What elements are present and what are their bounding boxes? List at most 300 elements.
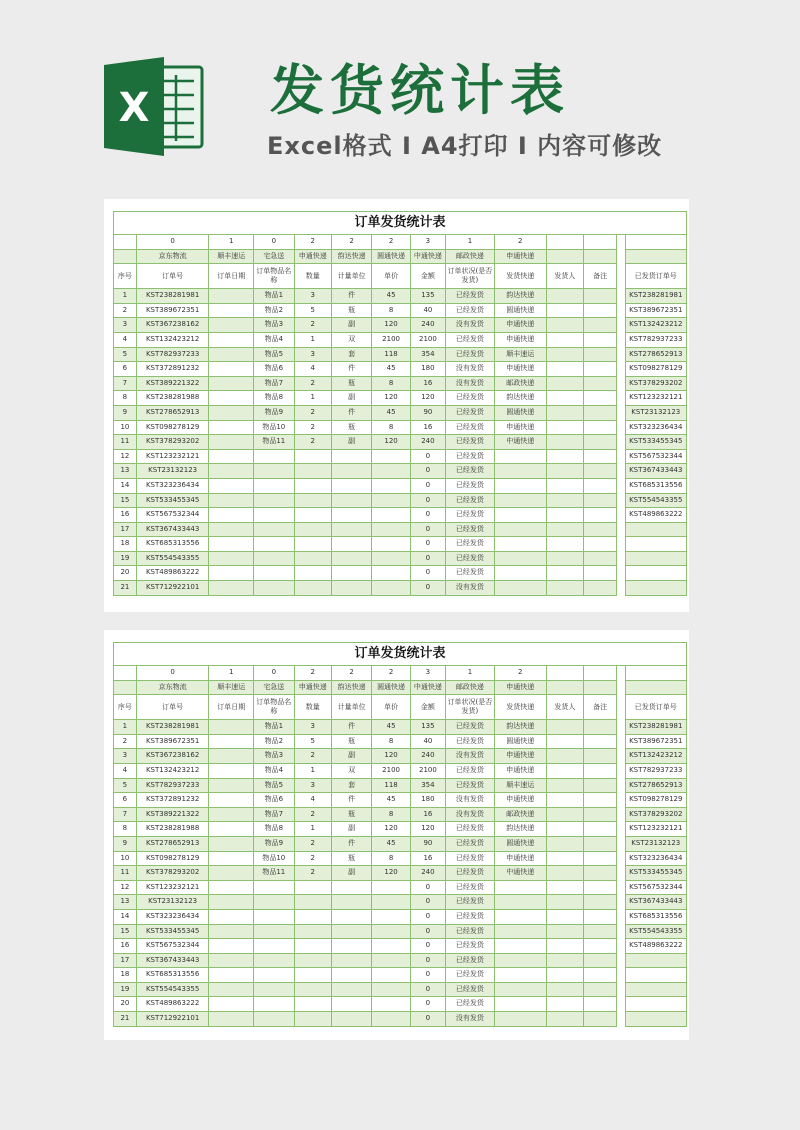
table-cell: KST389221322 <box>136 376 209 391</box>
carrier-count-cell: 2 <box>494 235 546 250</box>
table-cell <box>254 478 294 493</box>
cell <box>546 666 583 681</box>
table-cell <box>625 997 686 1012</box>
table-cell: 件 <box>331 405 371 420</box>
table-cell <box>254 581 294 596</box>
cell <box>617 464 625 479</box>
table-cell: 件 <box>331 720 371 735</box>
table-cell <box>546 734 583 749</box>
table-cell: 17 <box>114 953 137 968</box>
cell <box>546 249 583 264</box>
table-cell: 瓶 <box>331 807 371 822</box>
table-cell: KST23132123 <box>136 895 209 910</box>
table-row <box>114 968 687 983</box>
table-cell: KST378293202 <box>625 376 686 391</box>
table-cell: 申通快递 <box>494 851 546 866</box>
table-cell: KST533455345 <box>625 866 686 881</box>
table-cell: 物品9 <box>254 405 294 420</box>
table-cell: 副 <box>331 435 371 450</box>
table-cell: 40 <box>410 303 445 318</box>
table-cell <box>494 581 546 596</box>
carrier-name-cell: 宅急送 <box>254 249 294 264</box>
table-cell <box>494 953 546 968</box>
table-cell: 6 <box>114 362 137 377</box>
table-cell <box>372 924 410 939</box>
table-cell <box>494 537 546 552</box>
table-row <box>114 807 687 822</box>
table-cell: 240 <box>410 866 445 881</box>
table-cell: 0 <box>410 449 445 464</box>
cell <box>617 666 625 681</box>
table-cell <box>331 478 371 493</box>
table-cell: 2 <box>294 405 331 420</box>
table-cell: 没有发货 <box>446 376 495 391</box>
table-cell <box>494 522 546 537</box>
table-row <box>114 566 687 581</box>
table-cell: 已经发货 <box>446 551 495 566</box>
table-cell <box>254 493 294 508</box>
table-cell: 11 <box>114 435 137 450</box>
column-header: 订单状况(是否发货) <box>446 264 495 289</box>
cell <box>617 289 625 304</box>
table-cell: KST489863222 <box>625 939 686 954</box>
table-cell: KST367433443 <box>136 522 209 537</box>
table-cell: 0 <box>410 953 445 968</box>
table-cell: 45 <box>372 836 410 851</box>
table-cell: 12 <box>114 449 137 464</box>
cell <box>617 249 625 264</box>
table-cell <box>294 551 331 566</box>
table-cell: 19 <box>114 982 137 997</box>
table-cell <box>494 924 546 939</box>
table-cell: 韵达快递 <box>494 822 546 837</box>
cell <box>617 264 625 289</box>
table-cell: 已经发货 <box>446 997 495 1012</box>
table-cell <box>331 909 371 924</box>
cell <box>617 880 625 895</box>
column-header: 序号 <box>114 695 137 720</box>
cell <box>617 953 625 968</box>
table-cell: 物品5 <box>254 778 294 793</box>
table-cell: 0 <box>410 522 445 537</box>
table-cell: KST685313556 <box>625 909 686 924</box>
table-row <box>114 880 687 895</box>
table-cell <box>584 347 617 362</box>
table-cell: 申通快递 <box>494 793 546 808</box>
table-cell <box>546 508 583 523</box>
cell <box>625 249 686 264</box>
cell <box>617 734 625 749</box>
column-header: 发货人 <box>546 264 583 289</box>
column-header: 备注 <box>584 264 617 289</box>
table-cell <box>584 953 617 968</box>
table-cell <box>294 909 331 924</box>
table-cell: 4 <box>294 793 331 808</box>
table-cell: 120 <box>372 866 410 881</box>
table-cell: KST782937233 <box>136 778 209 793</box>
table-cell: 瓶 <box>331 303 371 318</box>
table-row <box>114 522 687 537</box>
table-cell: 19 <box>114 551 137 566</box>
cell <box>617 508 625 523</box>
table-cell <box>584 318 617 333</box>
table-cell <box>372 939 410 954</box>
table-cell: 16 <box>410 851 445 866</box>
table-cell <box>546 405 583 420</box>
table-cell <box>331 508 371 523</box>
table-cell: 物品2 <box>254 303 294 318</box>
table-cell <box>584 720 617 735</box>
table-cell <box>625 522 686 537</box>
table-cell: KST238281988 <box>136 391 209 406</box>
table-cell: 0 <box>410 478 445 493</box>
table-cell: 副 <box>331 866 371 881</box>
table-cell <box>494 508 546 523</box>
table-cell <box>294 982 331 997</box>
table-cell: 240 <box>410 749 445 764</box>
column-header: 计量单位 <box>331 264 371 289</box>
table-cell <box>294 464 331 479</box>
cell <box>617 924 625 939</box>
table-cell: 8 <box>114 391 137 406</box>
table-cell <box>584 581 617 596</box>
table-cell <box>546 449 583 464</box>
table-cell <box>209 851 254 866</box>
cell <box>617 581 625 596</box>
table-cell: 物品1 <box>254 289 294 304</box>
carrier-name-cell: 韵达快递 <box>331 680 371 695</box>
table-cell: 120 <box>372 435 410 450</box>
table-cell <box>209 778 254 793</box>
column-header: 数量 <box>294 695 331 720</box>
table-cell: 已经发货 <box>446 953 495 968</box>
table-cell: 已经发货 <box>446 866 495 881</box>
carrier-count-cell: 2 <box>294 235 331 250</box>
table-cell <box>625 953 686 968</box>
table-cell <box>209 720 254 735</box>
table-cell <box>372 508 410 523</box>
table-cell <box>294 968 331 983</box>
table-cell <box>584 763 617 778</box>
table-cell: KST132423212 <box>136 763 209 778</box>
table-cell <box>209 968 254 983</box>
cell <box>584 235 617 250</box>
table-cell: KST132423212 <box>625 749 686 764</box>
table-row <box>114 391 687 406</box>
table-cell <box>254 939 294 954</box>
cell <box>617 435 625 450</box>
table-cell: 韵达快递 <box>494 391 546 406</box>
table-cell <box>584 566 617 581</box>
table-cell <box>372 895 410 910</box>
table-cell: 120 <box>372 391 410 406</box>
table-row <box>114 551 687 566</box>
table-cell: 顺丰速运 <box>494 778 546 793</box>
table-cell <box>331 464 371 479</box>
table-cell <box>331 895 371 910</box>
table-cell <box>209 420 254 435</box>
table-cell: 90 <box>410 405 445 420</box>
cell <box>617 551 625 566</box>
order-shipping-table <box>113 211 687 596</box>
table-cell <box>494 997 546 1012</box>
table-cell: KST123232121 <box>136 449 209 464</box>
column-header: 发货快递 <box>494 264 546 289</box>
table-cell <box>584 420 617 435</box>
cell <box>584 666 617 681</box>
table-cell: 14 <box>114 909 137 924</box>
table-cell: KST533455345 <box>136 493 209 508</box>
carrier-count-cell: 0 <box>254 235 294 250</box>
table-cell <box>494 880 546 895</box>
table-cell: KST238281981 <box>625 289 686 304</box>
table-cell: 双 <box>331 332 371 347</box>
table-cell <box>584 464 617 479</box>
logo-letter: X <box>118 85 150 131</box>
table-cell <box>584 362 617 377</box>
table-cell: 已经发货 <box>446 778 495 793</box>
table-cell: 7 <box>114 807 137 822</box>
table-cell: 2 <box>294 420 331 435</box>
table-cell: 物品7 <box>254 807 294 822</box>
table-cell: 3 <box>294 289 331 304</box>
cell <box>617 405 625 420</box>
table-cell <box>372 968 410 983</box>
table-cell <box>209 836 254 851</box>
table-cell <box>372 997 410 1012</box>
table-cell: 韵达快递 <box>494 289 546 304</box>
table-cell <box>331 449 371 464</box>
table-cell <box>331 522 371 537</box>
cell <box>625 666 686 681</box>
table-cell <box>209 449 254 464</box>
table-cell: 0 <box>410 880 445 895</box>
table-cell: 圆通快递 <box>494 836 546 851</box>
page-subtitle: Excel格式 Ⅰ A4打印 Ⅰ 内容可修改 <box>267 132 663 160</box>
table-cell <box>494 895 546 910</box>
table-cell <box>294 581 331 596</box>
table-cell: 21 <box>114 581 137 596</box>
table-cell <box>254 982 294 997</box>
table-cell: 5 <box>294 303 331 318</box>
table-row <box>114 362 687 377</box>
table-cell: 3 <box>294 347 331 362</box>
table-row <box>114 851 687 866</box>
table-cell: KST238281981 <box>136 720 209 735</box>
table-cell <box>625 968 686 983</box>
table-cell: 物品3 <box>254 749 294 764</box>
table-cell <box>331 997 371 1012</box>
cell <box>625 680 686 695</box>
column-header: 订单物品名称 <box>254 264 294 289</box>
table-cell: 15 <box>114 493 137 508</box>
carrier-count-cell: 1 <box>209 666 254 681</box>
carrier-name-cell: 申通快递 <box>494 249 546 264</box>
table-cell: KST489863222 <box>136 566 209 581</box>
table-cell: 物品11 <box>254 435 294 450</box>
table-cell: 没有发货 <box>446 1012 495 1027</box>
table-cell <box>584 836 617 851</box>
table-cell <box>331 924 371 939</box>
column-header: 订单号 <box>136 695 209 720</box>
table-cell <box>254 968 294 983</box>
table-cell <box>254 522 294 537</box>
cell <box>617 968 625 983</box>
table-cell <box>494 909 546 924</box>
carrier-count-cell: 2 <box>372 666 410 681</box>
table-cell: 物品1 <box>254 720 294 735</box>
table-cell <box>372 464 410 479</box>
table-cell: 20 <box>114 997 137 1012</box>
column-header: 订单状况(是否发货) <box>446 695 495 720</box>
table-cell <box>494 566 546 581</box>
table-cell: KST238281981 <box>136 289 209 304</box>
table-cell: 2 <box>294 836 331 851</box>
table-cell: KST685313556 <box>625 478 686 493</box>
table-cell: 8 <box>372 807 410 822</box>
table-row <box>114 778 687 793</box>
cell <box>617 420 625 435</box>
table-cell: 2100 <box>372 332 410 347</box>
table-cell: KST367433443 <box>625 895 686 910</box>
table-cell <box>209 807 254 822</box>
table-cell: 已经发货 <box>446 332 495 347</box>
table-cell <box>546 332 583 347</box>
table-cell: 邮政快递 <box>494 807 546 822</box>
table-cell: 2 <box>294 318 331 333</box>
table-cell: KST278652913 <box>136 836 209 851</box>
column-header: 数量 <box>294 264 331 289</box>
table-cell <box>209 478 254 493</box>
table-cell <box>209 763 254 778</box>
table-cell: 2100 <box>410 332 445 347</box>
table-cell <box>372 581 410 596</box>
cell <box>617 793 625 808</box>
table-cell <box>546 982 583 997</box>
cell <box>617 680 625 695</box>
table-cell: KST123232121 <box>625 822 686 837</box>
table-cell <box>584 493 617 508</box>
table-cell: 已经发货 <box>446 982 495 997</box>
carrier-count-cell: 1 <box>209 235 254 250</box>
table-cell: 已经发货 <box>446 347 495 362</box>
table-cell: 瓶 <box>331 376 371 391</box>
table-row <box>114 997 687 1012</box>
table-cell: 已经发货 <box>446 763 495 778</box>
table-cell <box>294 508 331 523</box>
table-row <box>114 939 687 954</box>
column-header: 金额 <box>410 695 445 720</box>
table-cell: 45 <box>372 793 410 808</box>
table-cell <box>294 493 331 508</box>
table-cell: 没有发货 <box>446 318 495 333</box>
cell <box>617 478 625 493</box>
table-cell <box>546 909 583 924</box>
cell <box>617 449 625 464</box>
table-cell <box>546 420 583 435</box>
table-cell: 118 <box>372 778 410 793</box>
table-cell: 120 <box>410 391 445 406</box>
table-cell: KST367238162 <box>136 318 209 333</box>
table-cell <box>546 464 583 479</box>
table-cell: 物品5 <box>254 347 294 362</box>
table-cell: 物品10 <box>254 420 294 435</box>
table-cell <box>584 880 617 895</box>
table-cell: 5 <box>114 778 137 793</box>
table-cell <box>331 537 371 552</box>
table-cell: KST238281988 <box>136 822 209 837</box>
carrier-count-cell: 1 <box>446 666 495 681</box>
table-cell: KST23132123 <box>136 464 209 479</box>
table-row <box>114 376 687 391</box>
table-cell: 已经发货 <box>446 909 495 924</box>
carrier-name-cell: 邮政快递 <box>446 249 495 264</box>
table-row <box>114 822 687 837</box>
table-cell: 4 <box>114 332 137 347</box>
carrier-count-cell: 3 <box>410 666 445 681</box>
table-cell: 已经发货 <box>446 537 495 552</box>
table-cell <box>584 522 617 537</box>
table-cell <box>584 968 617 983</box>
table-cell: 件 <box>331 289 371 304</box>
table-cell: KST712922101 <box>136 1012 209 1027</box>
table-cell: KST123232121 <box>625 391 686 406</box>
table-cell: 120 <box>372 822 410 837</box>
table-cell: 韵达快递 <box>494 720 546 735</box>
table-cell: 8 <box>372 851 410 866</box>
table-cell <box>494 478 546 493</box>
column-header: 订单日期 <box>209 264 254 289</box>
table-cell: KST132423212 <box>136 332 209 347</box>
table-cell <box>584 734 617 749</box>
table-cell: 已经发货 <box>446 391 495 406</box>
table-cell: 邮政快递 <box>494 376 546 391</box>
table-cell <box>625 1012 686 1027</box>
cell <box>617 347 625 362</box>
table-cell <box>584 909 617 924</box>
table-cell: 18 <box>114 537 137 552</box>
sheet-page-1 <box>104 199 689 612</box>
carrier-count-cell: 3 <box>410 235 445 250</box>
table-cell: 16 <box>410 807 445 822</box>
table-cell: 18 <box>114 968 137 983</box>
order-shipping-table <box>113 642 687 1027</box>
table-cell <box>254 449 294 464</box>
cell <box>617 982 625 997</box>
table-cell <box>494 551 546 566</box>
cell <box>617 362 625 377</box>
cell <box>617 720 625 735</box>
cell <box>617 303 625 318</box>
table-cell: 已经发货 <box>446 880 495 895</box>
carrier-name-cell: 申通快递 <box>294 680 331 695</box>
table-cell: 8 <box>114 822 137 837</box>
table-cell <box>372 493 410 508</box>
table-cell: 4 <box>294 362 331 377</box>
table-cell: 240 <box>410 435 445 450</box>
table-cell <box>546 551 583 566</box>
table-cell: 2 <box>294 435 331 450</box>
table-cell <box>625 566 686 581</box>
table-cell: 13 <box>114 895 137 910</box>
table-cell: 圆通快递 <box>494 303 546 318</box>
carrier-name-cell: 韵达快递 <box>331 249 371 264</box>
table-cell <box>584 866 617 881</box>
table-cell <box>209 822 254 837</box>
table-cell <box>584 405 617 420</box>
carrier-name-cell: 邮政快递 <box>446 680 495 695</box>
table-cell <box>294 939 331 954</box>
